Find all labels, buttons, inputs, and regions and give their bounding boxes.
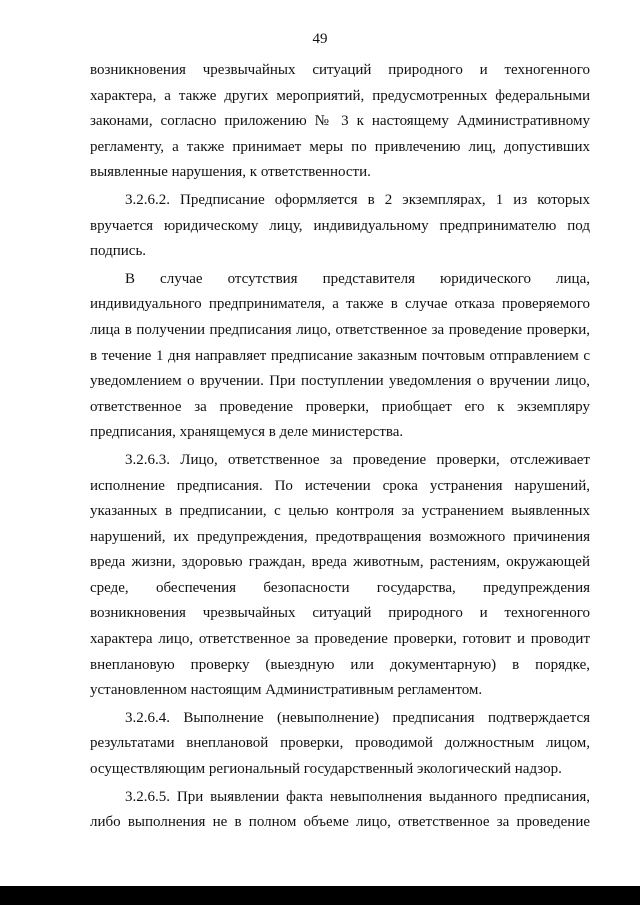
paragraph-3-2-6-3 [90,448,590,704]
text-line: среде, обеспечения безопасности государства, предупреждения [90,579,590,596]
text-line: ответственное за проведение проверки, приобщает его к экземпляру [90,398,590,415]
paragraph-3-2-6-5 [90,785,590,836]
paragraph-absence-case [90,267,590,446]
text-line: индивидуального предпринимателя, а также в случае отказа проверяемого [90,296,590,313]
text-line: лица в получении предписания лицо, ответственное за проведение проверки, [90,321,590,338]
text-line: вреда жизни, здоровью граждан, вреда животным, растениям, окружающей [90,554,590,571]
text-line: результатами внеплановой проверки, проводимой должностным лицом, [90,735,590,752]
paragraph-3-2-6-4 [90,706,590,783]
document-body [90,58,590,836]
text-line: установленном настоящим Административным регламентом. [90,682,483,699]
text-line: возникновения чрезвычайных ситуаций природного и техногенного [90,62,590,78]
text-line: вручается юридическому лицу, индивидуальному предпринимателю под [90,217,590,234]
text-line: 3.2.6.2. Предписание оформляется в 2 экземплярах, 1 из которых [125,191,590,208]
text-line: предписания, хранящемуся в деле министерства. [90,424,404,441]
text-line: либо выполнения не в полном объеме лицо, ответственное за проведение [90,814,590,831]
text-line: возникновения чрезвычайных ситуаций природного и техногенного [90,605,590,622]
text-line: В случае отсутствия представителя юридического лица, [125,270,590,287]
text-line: в течение 1 дня направляет предписание заказным почтовым отправлением с [90,347,590,364]
text-line: исполнение предписания. По истечении срока устранения нарушений, [90,477,590,494]
text-line: выявленные нарушения, к ответственности. [90,164,371,181]
page-number: 49 [312,31,328,47]
text-line: подпись. [90,243,147,260]
text-line: 3.2.6.3. Лицо, ответственное за проведение проверки, отслеживает [125,451,590,468]
text-line: законами, согласно приложению № 3 к настоящему Административному [90,113,590,130]
scan-bottom-border [0,886,640,905]
paragraph-continuation [90,58,590,186]
text-line: внеплановую проверку (выездную или документарную) в порядке, [90,656,590,673]
text-line: нарушений, их предупреждения, предотвращения возможного причинения [90,528,590,545]
text-line: 3.2.6.4. Выполнение (невыполнение) предписания подтверждается [125,709,590,726]
text-line: регламенту, а также принимает меры по привлечению лиц, допустивших [90,138,590,155]
text-line: 3.2.6.5. При выявлении факта невыполнения выданного предписания, [125,788,590,805]
text-line: осуществляющим региональный государственный экологический надзор. [90,761,562,778]
text-line: характера, а также других мероприятий, предусмотренных федеральными [90,87,590,104]
text-line: характера лицо, ответственное за проведение проверки, готовит и проводит [90,631,590,648]
text-line: уведомлением о вручении. При поступлении уведомления о вручении лицо, [90,373,590,390]
text-line: указанных в предписании, с целью контроля за устранением выявленных [90,503,590,520]
paragraph-3-2-6-2 [90,188,590,265]
